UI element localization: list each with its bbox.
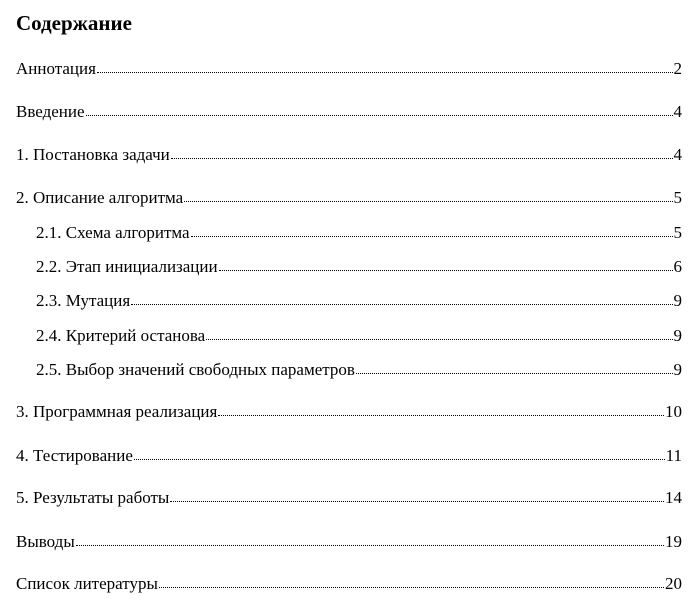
toc-page-number: 14 <box>665 488 682 507</box>
dot-leader <box>219 269 673 271</box>
toc-entry-label: 2.1. Схема алгоритма <box>36 223 190 242</box>
dot-leader <box>76 544 664 546</box>
toc-entry-label: 2.5. Выбор значений свободных параметров <box>36 360 355 379</box>
toc-entry-label: 2.2. Этап инициализации <box>36 257 218 276</box>
dot-leader <box>218 414 664 416</box>
toc-page-number: 5 <box>673 188 682 207</box>
toc-entry-label: 4. Тестирование <box>16 446 133 465</box>
toc-page-number: 4 <box>673 145 682 164</box>
toc-entry-label: Аннотация <box>16 59 96 78</box>
toc-entry-software-implementation[interactable] <box>16 400 682 424</box>
toc-entry-problem-statement[interactable] <box>16 143 682 167</box>
toc-entry-label: 1. Постановка задачи <box>16 145 170 164</box>
dot-leader <box>159 586 664 588</box>
dot-leader <box>86 114 673 116</box>
toc-entry-introduction[interactable] <box>16 100 682 124</box>
toc-page-number: 9 <box>673 291 682 310</box>
dot-leader <box>134 458 665 460</box>
toc-entry-label: 2.3. Мутация <box>36 291 131 310</box>
toc-entry-label: Список литературы <box>16 574 158 593</box>
toc-page-number: 6 <box>673 257 682 276</box>
dot-leader <box>97 71 673 73</box>
toc-entry-algorithm-scheme[interactable] <box>36 221 682 245</box>
toc-entry-conclusions[interactable] <box>16 530 682 554</box>
toc-entry-initialization-stage[interactable] <box>36 255 682 279</box>
toc-page-number: 10 <box>665 402 682 421</box>
toc-entry-label: 3. Программная реализация <box>16 402 218 421</box>
toc-entry-free-parameters[interactable] <box>36 358 682 382</box>
toc-entry-stopping-criterion[interactable] <box>36 324 682 348</box>
toc-entry-label: Выводы <box>16 532 75 551</box>
toc-entry-results[interactable] <box>16 486 682 510</box>
toc-page-number: 9 <box>673 360 682 379</box>
toc-page-number: 20 <box>665 574 682 593</box>
toc-entry-annotation[interactable] <box>16 57 682 81</box>
toc-page-number: 9 <box>673 326 682 345</box>
toc-page-number: 4 <box>673 102 682 121</box>
toc-page-number: 2 <box>673 59 682 78</box>
toc-entry-mutation[interactable] <box>36 289 682 313</box>
toc-entry-label: 5. Результаты работы <box>16 488 170 507</box>
toc-entry-label: 2. Описание алгоритма <box>16 188 184 207</box>
dot-leader <box>184 200 672 202</box>
toc-entry-testing[interactable] <box>16 444 682 468</box>
toc-entry-label: Введение <box>16 102 85 121</box>
toc-page-number: 11 <box>665 446 682 465</box>
toc-entry-references[interactable] <box>16 572 682 596</box>
page-title: Содержание <box>16 11 132 35</box>
dot-leader <box>171 157 673 159</box>
toc-page-number: 5 <box>673 223 682 242</box>
dot-leader <box>206 338 672 340</box>
dot-leader <box>131 303 672 305</box>
toc-page-number: 19 <box>665 532 682 551</box>
dot-leader <box>356 372 673 374</box>
toc-entry-label: 2.4. Критерий останова <box>36 326 206 345</box>
dot-leader <box>191 235 673 237</box>
dot-leader <box>170 500 664 502</box>
toc-entry-algorithm-description[interactable] <box>16 186 682 210</box>
